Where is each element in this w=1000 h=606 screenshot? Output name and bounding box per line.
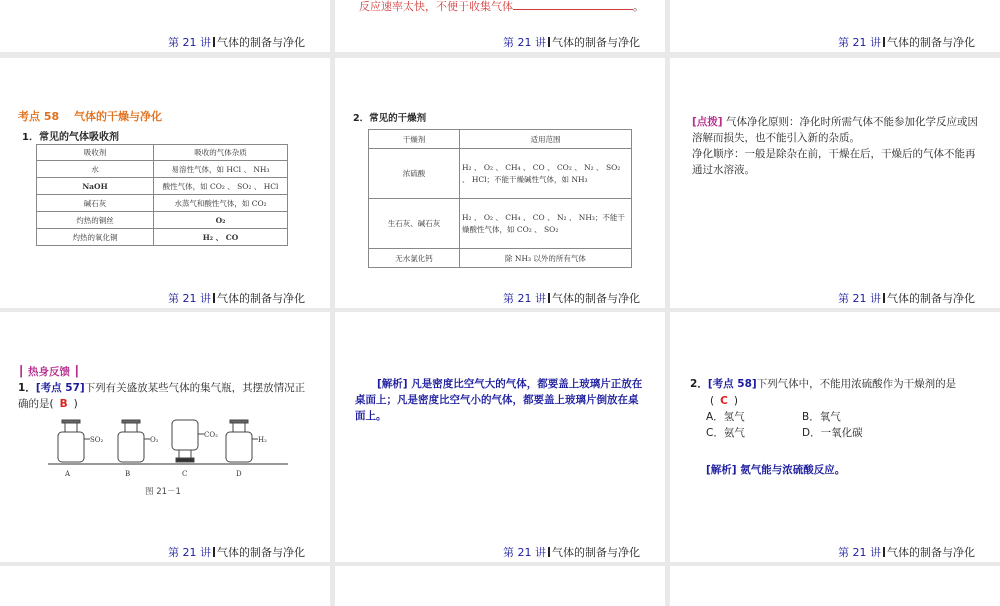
table-row: 水 易溶性气体，如 HCl 、 NH₃ <box>37 161 288 178</box>
bottle-letter: C <box>182 470 188 478</box>
bottle-label: H₂ <box>258 436 267 444</box>
answer-bracket: ( C ) <box>710 395 738 407</box>
table-header: 适用范围 <box>460 130 632 149</box>
answer-mark: B <box>59 398 68 410</box>
slide-top-left <box>0 0 330 52</box>
table-row: 生石灰、碱石灰 H₂ 、 O₂ 、 CH₄ 、 CO 、 N₂ 、 NH₃；不能干燥酸性气体，如 CO₂ 、 SO₂ <box>369 199 632 249</box>
table-header: 干燥剂 <box>369 130 460 149</box>
slide-purification-tips <box>670 58 1000 308</box>
bottle-label: SO₂ <box>90 436 104 444</box>
answer-mark: C <box>720 395 728 407</box>
absorbent-table <box>36 144 288 246</box>
slide-footer: 第 21 讲 气体的制备与净化 <box>503 546 640 559</box>
table-header: 吸收的气体杂质 <box>154 145 288 161</box>
bottle-b <box>118 420 150 462</box>
desiccant-table <box>368 129 632 268</box>
bottle-a <box>58 420 90 462</box>
answer-line: 反应速率太快，不便于收集气体 。 <box>359 0 644 13</box>
slide-footer: 第 21 讲 气体的制备与净化 <box>838 292 975 305</box>
option-c: C．氨气 <box>706 427 745 439</box>
option-a: A．氢气 <box>706 411 745 423</box>
analysis-text: [解析] 凡是密度比空气大的气体，都要盖上玻璃片正放在桌面上；凡是密度比空气小的气体，都要盖上玻璃片倒放在桌面上。 <box>355 378 643 422</box>
bottle-letter: B <box>125 470 131 478</box>
slide-footer: 第 21 讲 气体的制备与净化 <box>168 292 305 305</box>
slide-footer: 第 21 讲 气体的制备与净化 <box>838 36 975 49</box>
slide-bottom-middle <box>335 566 665 606</box>
slide-footer: 第 21 讲 气体的制备与净化 <box>503 292 640 305</box>
warmup-heading: ┃ 热身反馈 ┃ <box>18 366 80 378</box>
table-header: 吸收剂 <box>37 145 154 161</box>
slide-footer: 第 21 讲 气体的制备与净化 <box>168 546 305 559</box>
bottle-c <box>172 420 204 462</box>
slide-warmup-q1 <box>0 312 330 562</box>
gas-bottles-figure <box>48 412 288 480</box>
question-2: 2．[考点 58]下列气体中，不能用浓硫酸作为干燥剂的是 <box>690 378 957 390</box>
slide-footer: 第 21 讲 气体的制备与净化 <box>838 546 975 559</box>
tips-text: [点拨] 气体净化原则：净化时所需气体不能参加化学反应或因溶解而损失，也不能引入新的杂质。 净化顺序：一般是除杂在前，干燥在后，干燥后的气体不能再通过水溶液。 <box>692 116 978 176</box>
absorbent-subtitle: 1．常见的气体吸收剂 <box>22 132 119 143</box>
desiccant-subtitle: 2．常见的干燥剂 <box>353 113 427 124</box>
option-d: D．一氧化碳 <box>802 427 863 439</box>
slide-desiccants <box>335 58 665 308</box>
slide-bottom-right <box>670 566 1000 606</box>
bottle-letter: D <box>236 470 242 478</box>
slide-footer: 第 21 讲 气体的制备与净化 <box>503 36 640 49</box>
table-row: NaOH 酸性气体，如 CO₂ 、 SO₂ 、 HCl <box>37 178 288 195</box>
table-row: 无水氯化钙 除 NH₃ 以外的所有气体 <box>369 249 632 268</box>
tip-tag: [点拨] <box>692 116 723 128</box>
option-b: B．氧气 <box>802 411 841 423</box>
table-row: 灼热的铜丝 O₂ <box>37 212 288 229</box>
figure-caption: 图 21－1 <box>145 487 181 497</box>
table-row: 浓硫酸 H₂ 、 O₂ 、 CH₄ 、 CO 、 CO₂ 、 N₂ 、 SO₂ 、 HCl；不能干燥碱性气体，如 NH₃ <box>369 149 632 199</box>
slide-top-middle <box>335 0 665 52</box>
bottle-label: O₂ <box>150 436 159 444</box>
table-row: 灼热的氧化铜 H₂ 、 CO <box>37 229 288 246</box>
analysis-text: [解析] 氨气能与浓硫酸反应。 <box>706 464 846 476</box>
slide-top-right <box>670 0 1000 52</box>
slide-absorbents <box>0 58 330 308</box>
table-row: 碱石灰 水蒸气和酸性气体，如 CO₂ <box>37 195 288 212</box>
slide-analysis-1 <box>335 312 665 562</box>
slide-bottom-left <box>0 566 330 606</box>
section-title: 考点 58 气体的干燥与净化 <box>18 110 162 123</box>
slide-footer: 第 21 讲 气体的制备与净化 <box>168 36 305 49</box>
question-1: 1．[考点 57]下列有关盛放某些气体的集气瓶，其摆放情况正确的是( B ) <box>18 382 306 410</box>
bottle-letter: A <box>65 470 71 478</box>
bottle-d <box>226 420 258 462</box>
slide-warmup-q2 <box>670 312 1000 562</box>
bottle-label: CO₂ <box>204 431 218 439</box>
